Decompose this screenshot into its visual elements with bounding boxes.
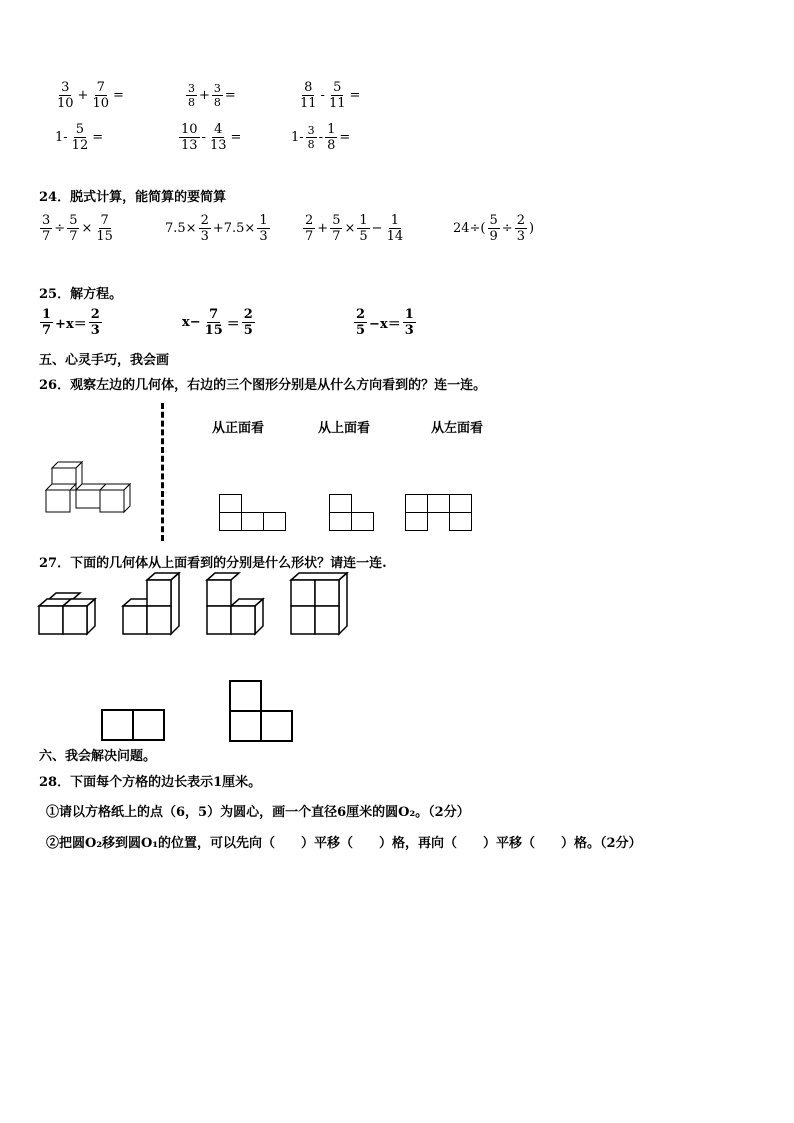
fraction xyxy=(186,82,197,109)
numerator: 5 xyxy=(69,213,78,228)
q23-row2-item2 xyxy=(178,122,242,153)
operator: = xyxy=(230,130,242,145)
numerator: 5 xyxy=(75,122,85,137)
top-view-shape-b xyxy=(229,680,293,742)
operator: +x＝ xyxy=(55,317,87,332)
operator: = xyxy=(224,88,236,103)
fraction xyxy=(179,122,200,153)
fraction xyxy=(325,122,337,153)
operator: 24÷( xyxy=(453,221,486,236)
fraction xyxy=(70,122,91,153)
operator: +7.5× xyxy=(212,221,256,236)
numerator: 7 xyxy=(209,307,219,322)
fraction xyxy=(89,307,102,338)
q24-item2 xyxy=(164,213,271,244)
q24-item1 xyxy=(39,213,116,244)
q27-solid-2 xyxy=(121,572,185,636)
fraction xyxy=(67,213,79,244)
operator: × xyxy=(344,221,356,236)
operator: ) xyxy=(528,221,535,236)
fraction xyxy=(90,80,111,111)
numerator: 1 xyxy=(259,213,268,228)
denominator: 7 xyxy=(305,229,314,244)
denominator: 3 xyxy=(90,323,100,338)
view-label-left: 从左面看 xyxy=(431,421,484,436)
fraction xyxy=(203,307,225,338)
operator: ÷ xyxy=(501,221,513,236)
fraction xyxy=(385,213,406,244)
fraction xyxy=(199,213,211,244)
denominator: 3 xyxy=(200,229,209,244)
denominator: 14 xyxy=(386,229,404,244)
fraction xyxy=(212,82,223,109)
view-label-top: 从上面看 xyxy=(318,421,371,436)
numerator: 3 xyxy=(61,80,70,95)
q26-title: 26．观察左边的几何体，右边的三个图形分别是从什么方向看到的？连一连。 xyxy=(39,378,487,393)
operator: 1- xyxy=(291,130,304,145)
numerator: 2 xyxy=(516,213,525,228)
view-label-front: 从正面看 xyxy=(212,421,265,436)
section-six-heading: 六、我会解决问题。 xyxy=(39,749,157,764)
numerator: 4 xyxy=(214,122,223,137)
fraction xyxy=(94,213,115,244)
numerator: 1 xyxy=(359,213,368,228)
denominator: 5 xyxy=(359,229,368,244)
denominator: 13 xyxy=(209,138,227,153)
operator: × xyxy=(81,221,93,236)
q23-row1-item2 xyxy=(185,82,237,109)
numerator: 1 xyxy=(42,307,52,322)
operator: + xyxy=(199,88,210,103)
denominator: 10 xyxy=(92,96,109,111)
q25-title: 25．解方程。 xyxy=(39,287,123,302)
denominator: 7 xyxy=(42,229,51,244)
denominator: 5 xyxy=(243,323,253,338)
fraction xyxy=(40,213,52,244)
fraction xyxy=(357,213,369,244)
q27-solid-4 xyxy=(289,572,353,636)
denominator: 3 xyxy=(404,323,414,338)
operator: ＝ xyxy=(226,317,240,332)
denominator: 10 xyxy=(57,96,74,111)
view-shape-1 xyxy=(219,494,287,532)
q26-dashed-divider xyxy=(161,403,164,541)
operator: + xyxy=(317,221,329,236)
denominator: 8 xyxy=(327,138,336,153)
q24-item3 xyxy=(302,213,406,244)
numerator: 10 xyxy=(181,122,198,137)
operator: x− xyxy=(182,315,201,330)
operator: = xyxy=(339,130,351,145)
fraction xyxy=(354,307,367,338)
fraction xyxy=(257,213,269,244)
denominator: 9 xyxy=(489,229,498,244)
denominator: 5 xyxy=(356,323,366,338)
denominator: 13 xyxy=(181,138,198,153)
fraction xyxy=(303,213,315,244)
q27-title: 27．下面的几何体从上面看到的分别是什么形状？请连一连. xyxy=(39,556,387,571)
q25-item3 xyxy=(353,307,417,338)
q24-item4 xyxy=(452,213,535,244)
denominator: 11 xyxy=(328,96,346,111)
fraction xyxy=(330,213,342,244)
numerator: 5 xyxy=(333,80,342,95)
q25-item2 xyxy=(181,307,256,338)
fraction xyxy=(208,122,229,153)
fraction xyxy=(488,213,500,244)
denominator: 8 xyxy=(213,96,221,109)
numerator: 8 xyxy=(304,80,313,95)
operator: ÷ xyxy=(54,221,66,236)
denominator: 7 xyxy=(332,229,341,244)
operator: = xyxy=(92,130,104,145)
operator: 7.5× xyxy=(165,221,197,236)
denominator: 8 xyxy=(188,96,195,109)
operator: 1- xyxy=(55,130,68,145)
q28-title: 28．下面每个方格的边长表示1厘米。 xyxy=(39,775,262,790)
denominator: 7 xyxy=(69,229,78,244)
numerator: 1 xyxy=(390,213,399,228)
operator: - xyxy=(201,130,206,145)
fraction xyxy=(40,307,53,338)
numerator: 2 xyxy=(90,307,100,322)
operator: + xyxy=(77,88,89,103)
q27-solid-3 xyxy=(205,572,269,636)
q26-solid-figure xyxy=(42,460,142,520)
q28-sub2: ②把圆O₂移到圆O₁的位置，可以先向（ ）平移（ ）格，再向（ ）平移（ ）格。（2分） xyxy=(46,836,642,851)
denominator: 15 xyxy=(96,229,113,244)
q28-sub1: ①请以方格纸上的点（6，5）为圆心，画一个直径6厘米的圆O₂。（2分） xyxy=(46,805,470,820)
operator: −x＝ xyxy=(369,317,401,332)
operator: = xyxy=(349,88,361,103)
operator: - xyxy=(318,130,324,145)
denominator: 3 xyxy=(516,229,525,244)
numerator: 1 xyxy=(404,307,414,322)
q25-item1 xyxy=(39,307,103,338)
q23-row1-item3 xyxy=(297,80,361,111)
fraction xyxy=(242,307,255,338)
operator: - xyxy=(320,88,325,103)
numerator: 3 xyxy=(307,124,315,137)
fraction xyxy=(306,124,317,151)
fraction xyxy=(515,213,527,244)
numerator: 5 xyxy=(489,213,498,228)
q24-title: 24．脱式计算，能简算的要简算 xyxy=(39,190,227,205)
q23-row1-item1 xyxy=(54,80,125,111)
numerator: 3 xyxy=(213,82,221,95)
q27-solid-1 xyxy=(37,592,101,636)
denominator: 8 xyxy=(307,138,315,151)
denominator: 7 xyxy=(42,323,52,338)
numerator: 3 xyxy=(42,213,51,228)
numerator: 3 xyxy=(188,82,195,95)
operator: − xyxy=(371,221,383,236)
numerator: 7 xyxy=(96,80,105,95)
numerator: 2 xyxy=(305,213,314,228)
denominator: 12 xyxy=(71,138,89,153)
section-five-heading: 五、心灵手巧，我会画 xyxy=(39,353,170,368)
view-shape-2 xyxy=(329,494,375,532)
numerator: 7 xyxy=(100,213,109,228)
fraction xyxy=(55,80,76,111)
denominator: 11 xyxy=(300,96,317,111)
top-view-shape-a xyxy=(101,709,165,741)
view-shape-3 xyxy=(405,494,473,532)
numerator: 5 xyxy=(332,213,341,228)
denominator: 15 xyxy=(204,323,223,338)
fraction xyxy=(298,80,319,111)
q23-row2-item3 xyxy=(290,122,351,153)
numerator: 1 xyxy=(327,122,336,137)
q23-row2-item1 xyxy=(54,122,104,153)
fraction xyxy=(403,307,416,338)
numerator: 2 xyxy=(243,307,253,322)
numerator: 2 xyxy=(356,307,366,322)
fraction xyxy=(327,80,348,111)
operator: = xyxy=(113,88,124,103)
numerator: 2 xyxy=(200,213,209,228)
denominator: 3 xyxy=(259,229,268,244)
